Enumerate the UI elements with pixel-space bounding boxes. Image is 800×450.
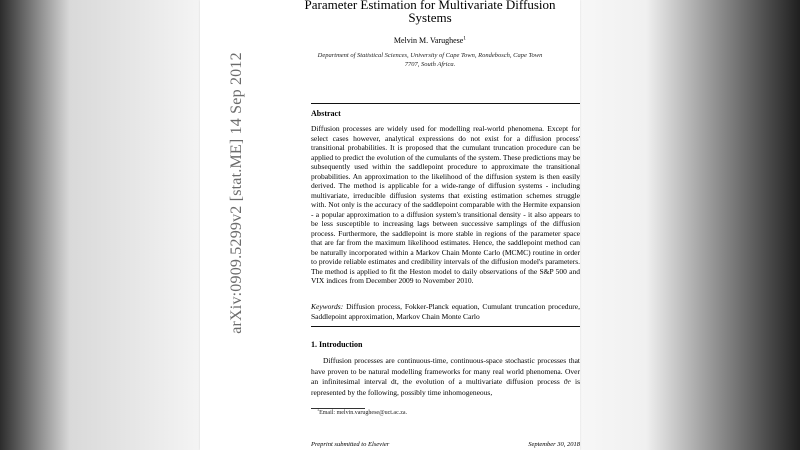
abstract-bottom-rule [311, 326, 580, 327]
author-name: Melvin M. Varughese [393, 36, 464, 45]
footnote-mark: 1 [317, 407, 320, 412]
footnote [317, 407, 408, 416]
right-background [580, 0, 800, 450]
footnote-rule [311, 408, 365, 409]
footer-preprint: Preprint submitted to Elsevier [311, 441, 390, 448]
introduction-text: Diffusion processes are continuous-time, continuous-space stochastic processes that have proven to be natural modelling frameworks for many real world phenomena. Over an infinitesimal interval dt, the evolution of a multivariate diffusion process ϑₜˢ is represented by the following, possibly time inhomogeneous, [311, 356, 580, 397]
section-heading-introduction: 1. Introduction [311, 340, 363, 349]
paper-title: Parameter Estimation for Multivariate Diffusion Systems [304, 0, 556, 25]
author-footnote-mark: 1 [463, 35, 467, 42]
abstract-text: Diffusion processes are widely used for modelling real-world phenomena. Except for select cases however, analytical expressions do not exist for a diffusion process' transitional probabilities. It is proposed that the cumulant truncation procedure can be applied to predict the evolution of the cumulants of the system. These predictions may be subsequently used within the saddlepoint procedure to approximate the transitional probabilities. An approximation to the likelihood of the diffusion system is then easily derived. The method is applicable for a wide-range of diffusion systems - including multivariate, irreducible diffusion systems that existing estimation schemes struggle with. Not only is the accuracy of the saddlepoint comparable with the Hermite expansion - a popular approximation to a diffusion system's transitional density - it also appears to be less susceptible to increasing lags between successive samplings of the diffusion process. Furthermore, the saddlepoint is more stable in regions of the parameter space that are far from the maximum likelihood estimates. Hence, the saddlepoint method can be naturally incorporated within a Markov Chain Monte Carlo (MCMC) routine in order to provide reliable estimates and credibility intervals of the diffusion model's parameters. The method is applied to fit the Heston model to daily observations of the S&P 500 and VIX indices from December 2009 to November 2010. [311, 124, 580, 285]
footer-date: September 30, 2018 [528, 441, 580, 448]
left-background [0, 0, 200, 450]
affiliation: Department of Statistical Sciences, University of Cape Town, Rondebosch, Cape Town 7707, South Africa. [317, 52, 543, 68]
abstract-top-rule [311, 103, 580, 104]
keywords-label: Keywords: [311, 302, 344, 311]
arxiv-id-text: arXiv:0909.5299v2 [stat.ME] 14 Sep 2012 [228, 51, 245, 334]
author-line [300, 36, 560, 45]
keywords-line [311, 302, 580, 321]
abstract-heading: Abstract [311, 109, 341, 118]
keywords-text: Diffusion process, Fokker-Planck equation, Cumulant truncation procedure, Saddlepoint approximation, Markov Chain Monte Carlo [311, 302, 580, 321]
footnote-text: Email: melvin.varughese@uct.ac.za. [319, 410, 408, 416]
